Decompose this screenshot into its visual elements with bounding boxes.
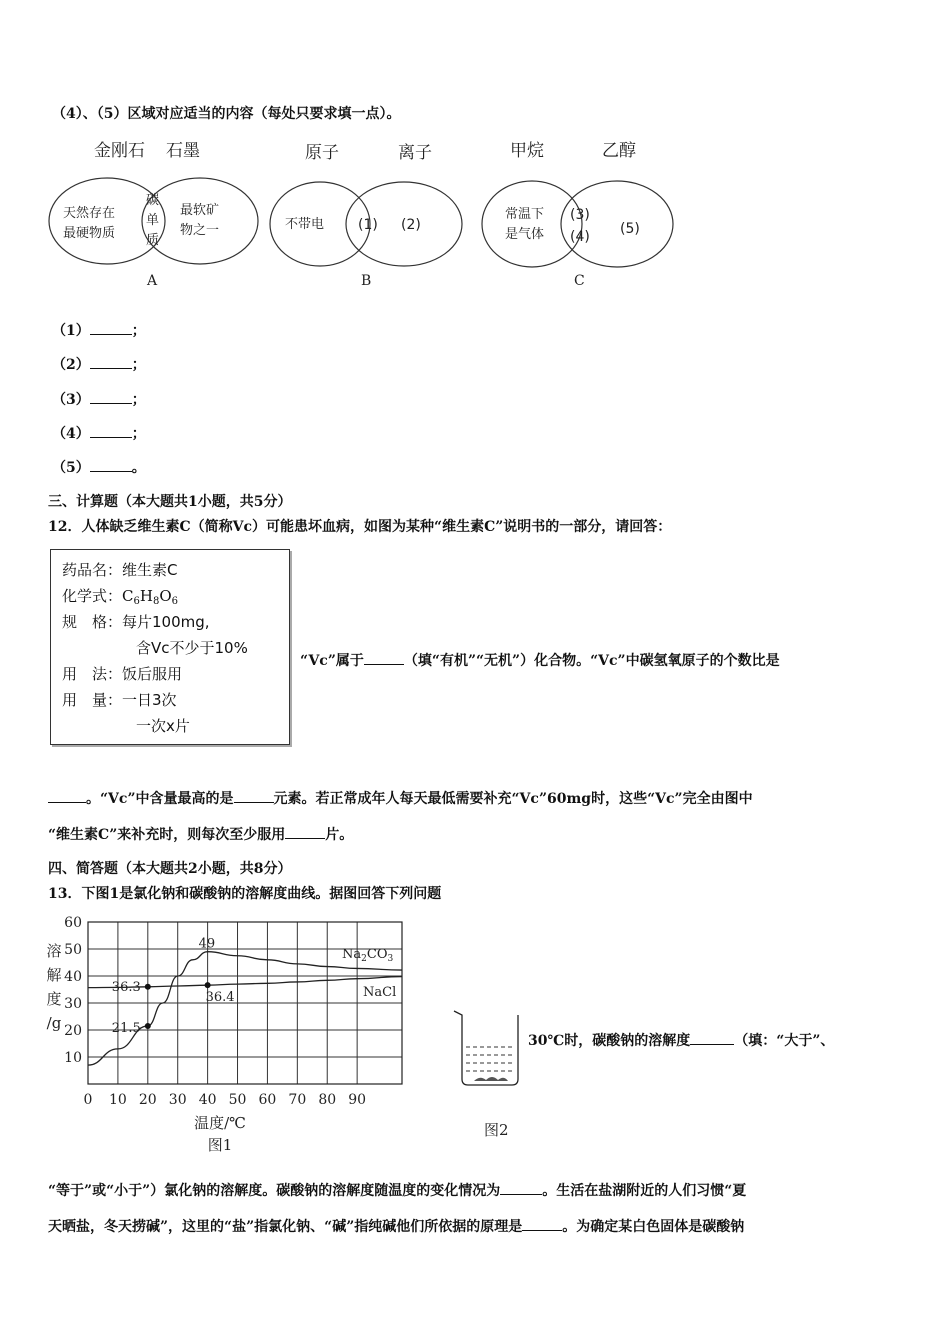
label-usage-value: 饭后服用 <box>122 665 183 683</box>
answer-end-2: ； <box>131 357 146 373</box>
q12-side-line <box>300 650 780 670</box>
q13-para1-a: “等于”或“小于”）氯化钠的溶解度。碳酸钠的溶解度随温度的变化情况为 <box>48 1183 501 1199</box>
beaker-figure <box>448 1005 538 1145</box>
q12-line-2 <box>48 788 753 808</box>
answer-num-3: （3） <box>52 392 90 408</box>
venn-c-left-text-1: 常温下 <box>505 207 545 222</box>
venn-c-right-circle <box>561 181 673 267</box>
venn-c-left-title: 甲烷 <box>510 141 544 161</box>
venn-a-left-title: 金刚石 <box>94 141 145 161</box>
venn-b-left-title: 原子 <box>305 143 339 163</box>
q12-blank-organic[interactable] <box>364 650 404 665</box>
chart-x-tick-label: 30 <box>168 1092 187 1108</box>
label-row-dose <box>62 687 177 713</box>
beaker-outline <box>454 1011 518 1085</box>
label-name-key: 药品名： <box>62 561 123 579</box>
chart-series-line-na2co3 <box>88 952 402 1065</box>
q13-para2-b: 。为确定某白色固体是碳酸钠 <box>562 1219 745 1235</box>
chart-y-label-char: 解 <box>46 966 62 984</box>
venn-c-center-text-2: (4) <box>570 229 590 245</box>
q13-para2-a: 天晒盐，冬天捞碱”，这里的“盐”指氯化钠、“碱”指纯碱他们所依据的原理是 <box>48 1219 523 1235</box>
q13-para-1 <box>48 1180 746 1200</box>
venn-diagrams <box>0 0 950 300</box>
chart-x-tick-label: 90 <box>348 1092 367 1108</box>
venn-a-center-text-1: 碳 <box>146 193 160 208</box>
venn-c-left-circle <box>482 181 582 267</box>
answer-end-5: 。 <box>131 460 146 476</box>
venn-a-left-text-1: 天然存在 <box>63 206 116 221</box>
section-4-heading: 四、简答题（本大题共2小题，共8分） <box>48 861 292 877</box>
venn-c-label: C <box>574 273 585 289</box>
answer-end-4: ； <box>131 426 146 442</box>
chart-y-label-char: 溶 <box>46 942 62 960</box>
answer-line-2 <box>52 354 146 374</box>
answer-blank-5[interactable] <box>90 457 132 472</box>
beaker-sediment <box>474 1077 508 1081</box>
chart-series-label-na2co3: $Na_2CO_3$ <box>342 947 394 964</box>
vitamin-c-label-box <box>50 549 290 745</box>
fig2-caption: 图2 <box>484 1121 509 1139</box>
q13-blank-principle[interactable] <box>522 1216 562 1231</box>
chart-x-tick-label: 40 <box>198 1092 217 1108</box>
label-dose-value-2: 一次x片 <box>136 717 190 735</box>
venn-c-right-text: (5) <box>620 221 640 237</box>
label-usage-key: 用 法： <box>62 665 123 683</box>
q13-blank-compare[interactable] <box>690 1030 734 1045</box>
chart-y-tick-label: 20 <box>64 1023 82 1039</box>
label-row-spec <box>62 609 210 635</box>
chart-x-tick-label: 20 <box>138 1092 157 1108</box>
chart-data-point <box>145 984 151 990</box>
q13-para1-b: 。生活在盐湖附近的人们习惯“夏 <box>542 1183 747 1199</box>
label-spec-value-1: 每片100mg, <box>122 613 210 631</box>
venn-b-center-text: (1) <box>358 217 378 233</box>
answer-num-5: （5） <box>52 460 90 476</box>
chart-data-point <box>145 1023 151 1029</box>
q13-stem: 13．下图1是氯化钠和碳酸钠的溶解度曲线。据图回答下列问题 <box>48 886 442 902</box>
q13-side-a: 30℃时，碳酸钠的溶解度 <box>528 1033 691 1049</box>
venn-a-right-text-1: 最软矿 <box>180 203 220 218</box>
chart-x-tick-label: 80 <box>318 1092 337 1108</box>
section-3-heading: 三、计算题（本大题共1小题，共5分） <box>48 494 292 510</box>
label-row-name <box>62 557 178 583</box>
label-row-usage <box>62 661 182 687</box>
answer-blank-3[interactable] <box>90 389 132 404</box>
label-name-value: 维生素C <box>122 561 178 579</box>
chart-y-tick-label: 40 <box>64 969 82 985</box>
q12-line-3 <box>48 824 353 844</box>
venn-c-left-text-2: 是气体 <box>505 227 545 242</box>
chart-y-tick-label: 30 <box>64 996 82 1012</box>
chart-y-label-char: /g <box>46 1014 62 1032</box>
q12-line2-a: 。“Vc”中含量最高的是 <box>86 791 234 807</box>
venn-b-label: B <box>361 273 372 289</box>
chart-data-point <box>205 982 211 988</box>
chart-data-label: 21.5 <box>111 1020 141 1036</box>
q12-line2-b: 元素。若正常成年人每天最低需要补充“Vc”60mg时，这些“Vc”完全由图中 <box>273 791 753 807</box>
venn-a-center-text-2: 单 <box>146 213 160 228</box>
venn-c-right-title: 乙醇 <box>602 141 636 161</box>
answer-num-1: （1） <box>52 323 90 339</box>
chart-y-label-char: 度 <box>46 990 62 1008</box>
q12-blank-ratio[interactable] <box>48 788 86 803</box>
chart-y-tick-label: 50 <box>64 942 82 958</box>
answer-num-2: （2） <box>52 357 90 373</box>
answer-line-3 <box>52 389 146 409</box>
chart-x-tick-label: 60 <box>258 1092 277 1108</box>
label-dose-key: 用 量： <box>62 691 123 709</box>
answer-end-3: ； <box>131 392 146 408</box>
answer-end-1: ； <box>131 323 146 339</box>
venn-b-left-text: 不带电 <box>285 217 325 232</box>
chart-x-tick-label: 50 <box>228 1092 247 1108</box>
label-formula-key: 化学式： <box>62 587 123 605</box>
q12-side-a: “Vc”属于 <box>300 653 364 669</box>
answer-line-5 <box>52 457 146 477</box>
q13-para-2 <box>48 1216 744 1236</box>
chart-y-tick-label: 60 <box>64 915 82 931</box>
venn-b-right-text: (2) <box>401 217 421 233</box>
chart-y-tick-label: 10 <box>64 1050 82 1066</box>
chart-data-label: 36.3 <box>111 979 141 995</box>
label-spec-value-2: 含Vc不少于10% <box>136 639 248 657</box>
chart-x-label: 温度/℃ <box>194 1114 246 1132</box>
venn-a-center-text-3: 质 <box>146 233 160 248</box>
chart-data-label: 49 <box>198 936 216 952</box>
chart-x-tick-label: 10 <box>108 1092 127 1108</box>
chart-x-tick-label: 0 <box>83 1092 93 1108</box>
q12-stem: 12．人体缺乏维生素C（简称Vc）可能患坏血病，如图为某种“维生素C”说明书的一部分，请回答： <box>48 519 672 535</box>
venn-a-label: A <box>147 273 158 289</box>
q12-line3-b: 片。 <box>325 827 354 843</box>
chart-title: 图1 <box>207 1136 233 1154</box>
q13-side-line <box>528 1030 834 1050</box>
venn-a-left-text-2: 最硬物质 <box>63 226 116 241</box>
chart-series-label-nacl: NaCl <box>363 985 397 1000</box>
answer-blank-4[interactable] <box>90 423 132 438</box>
answer-blank-1[interactable] <box>90 320 132 335</box>
q12-line3-a: “维生素C”来补充时，则每次至少服用 <box>48 827 286 843</box>
venn-a-right-text-2: 物之一 <box>180 223 220 238</box>
venn-a-right-title: 石墨 <box>166 141 200 161</box>
venn-a-right-circle <box>142 178 258 264</box>
q13-side-b: （填：“大于”、 <box>734 1033 835 1049</box>
answer-blank-2[interactable] <box>90 354 132 369</box>
q12-blank-tablets[interactable] <box>285 824 325 839</box>
solubility-chart <box>30 900 450 1160</box>
venn-c-center-text-1: (3) <box>570 207 590 223</box>
q11-intro: （4）、（5）区域对应适当的内容（每处只要求填一点）。 <box>52 106 401 122</box>
chart-x-tick-label: 70 <box>288 1092 307 1108</box>
label-spec-key: 规 格： <box>62 613 123 631</box>
answer-line-1 <box>52 320 146 340</box>
venn-b-right-title: 离子 <box>398 143 432 163</box>
q12-side-b: （填“有机”“无机”）化合物。“Vc”中碳氢氧原子的个数比是 <box>403 653 780 669</box>
answer-line-4 <box>52 423 146 443</box>
q12-blank-element[interactable] <box>234 788 274 803</box>
answer-num-4: （4） <box>52 426 90 442</box>
chart-data-label: 36.4 <box>205 990 235 1006</box>
label-dose-value-1: 一日3次 <box>122 691 177 709</box>
q13-blank-trend[interactable] <box>500 1180 542 1195</box>
label-formula-value: $C_6H_8O_6$ <box>122 587 179 607</box>
